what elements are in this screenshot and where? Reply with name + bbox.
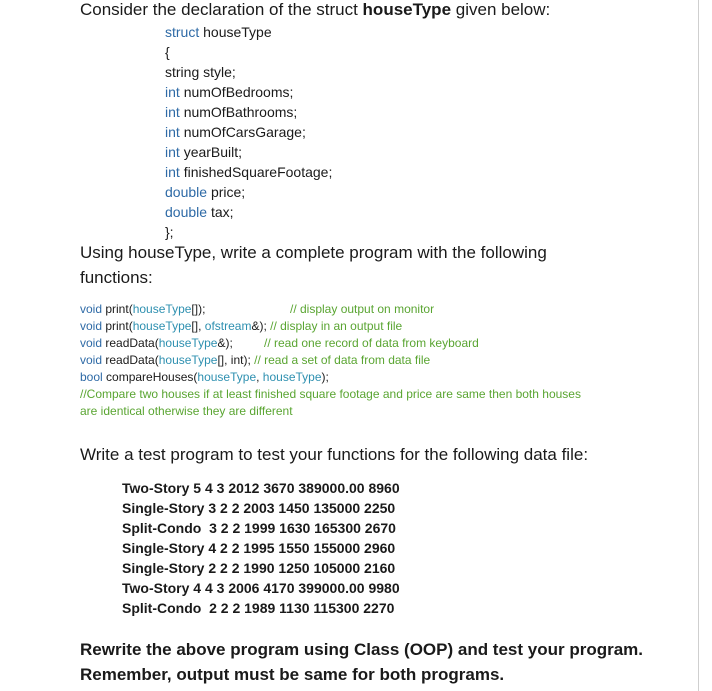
using-line-2: functions: (80, 268, 153, 287)
struct-member: int numOfCarsGarage; (165, 124, 306, 140)
data-row: Single-Story 3 2 2 2003 1450 135000 2250 (122, 500, 396, 516)
struct-member: double tax; (165, 204, 234, 220)
intro-line (80, 0, 550, 20)
struct-member: int yearBuilt; (165, 144, 243, 160)
struct-member: string style; (165, 64, 236, 80)
struct-member: int numOfBathrooms; (165, 104, 298, 120)
struct-open-brace: { (165, 44, 170, 60)
data-row: Two-Story 4 4 3 2006 4170 399000.00 9980 (122, 580, 400, 596)
data-row: Two-Story 5 4 3 2012 3670 389000.00 8960 (122, 480, 400, 496)
struct-member: double price; (165, 184, 246, 200)
data-row: Single-Story 2 2 2 1990 1250 105000 2160 (122, 560, 396, 576)
function-comment: // read one record of data from keyboard (264, 336, 479, 350)
data-row: Split-Condo 3 2 2 1999 1630 165300 2670 (122, 520, 396, 536)
function-comment: // display output on monitor (290, 302, 435, 316)
data-row: Single-Story 4 2 2 1995 1550 155000 2960 (122, 540, 396, 556)
function-prototype: void readData(houseType&); (80, 336, 233, 350)
compare-note-line-2: are identical otherwise they are different (80, 404, 293, 418)
struct-close-brace: }; (165, 224, 174, 240)
intro-struct-name: houseType (362, 0, 452, 19)
struct-member: int finishedSquareFootage; (165, 164, 333, 180)
page-right-border (698, 0, 699, 691)
struct-member: int numOfBedrooms; (165, 84, 294, 100)
struct-keyword: struct (165, 24, 200, 40)
function-prototype: bool compareHouses(houseType, houseType); (80, 370, 329, 384)
function-prototype: void print(houseType[], ofstream&); // display in an output file (80, 319, 403, 333)
intro-suffix: given below: (451, 0, 551, 19)
intro-prefix: Consider the declaration of the struct (80, 0, 363, 19)
function-prototype: void readData(houseType[], int); // read a set of data from data file (80, 353, 431, 367)
data-row: Split-Condo 2 2 2 1989 1130 115300 2270 (122, 600, 395, 616)
struct-header (165, 24, 272, 40)
struct-name: houseType (203, 24, 272, 40)
final-instruction-2: Remember, output must be same for both programs. (80, 665, 505, 684)
using-line-1: Using houseType, write a complete program with the following (80, 243, 547, 262)
final-instruction-1: Rewrite the above program using Class (OOP) and test your program. (80, 640, 644, 659)
function-prototype: void print(houseType[]); (80, 302, 206, 316)
compare-note-line-1: //Compare two houses if at least finished square footage and price are same then both houses (80, 387, 581, 401)
test-instruction: Write a test program to test your functions for the following data file: (80, 445, 589, 464)
